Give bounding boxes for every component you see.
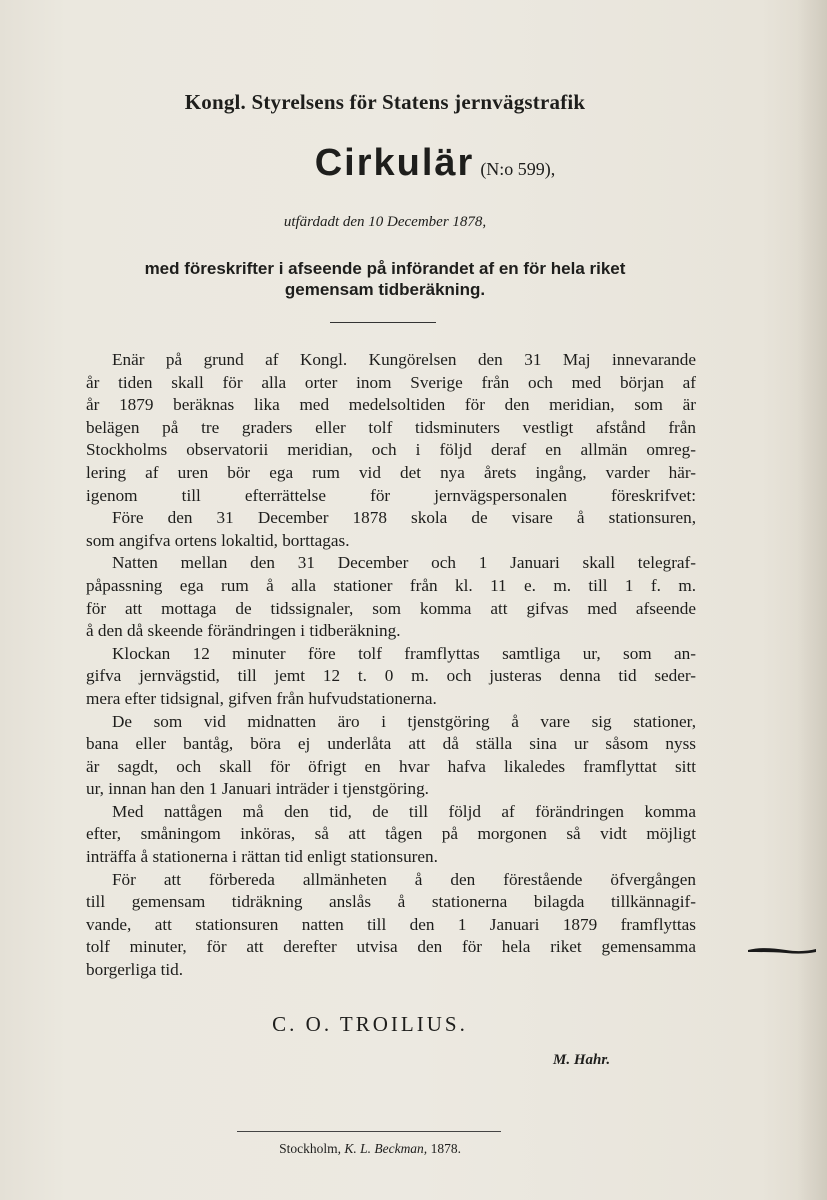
body-line: Stockholms observatorii meridian, och i följd deraf en allmän omreg- (86, 440, 696, 460)
body-line: påpassning ega rum å alla stationer från kl. 11 e. m. till 1 f. m. (86, 575, 696, 595)
issue-date: utfärdadt den 10 December 1878, (283, 214, 487, 230)
circular-number: (N:o 599), (480, 159, 556, 179)
body-line: gifva jernvägstid, till jemt 12 t. 0 m. och justeras denna tid seder- (86, 666, 696, 686)
body-line: för att mottaga de tidssignaler, som komma att gifvas med afseende (86, 598, 696, 618)
body-line: Enär på grund af Kongl. Kungörelsen den 31 Maj innevarande (112, 350, 696, 369)
body-line: mera efter tidsignal, gifven från hufvudstationerna. (86, 688, 437, 708)
separator-rule (330, 322, 436, 323)
printer-imprint (0, 1141, 740, 1157)
body-line: å den då skeende förändringen i tidberäkning. (86, 621, 401, 641)
body-line: borgerliga tid. (86, 960, 184, 980)
body-line: Klockan 12 minuter före tolf framflyttas samtliga ur, som an- (112, 643, 696, 663)
ink-smudge-mark (746, 944, 818, 956)
body-line: lering af uren bör ega rum vid det nya årets ingång, varder här- (86, 462, 696, 482)
imprint-year: 1878. (430, 1141, 461, 1156)
imprint-printer: K. L. Beckman, (344, 1141, 428, 1156)
body-line: till gemensam tidräkning anslås å stationerna bilagda tillkännagif- (86, 892, 696, 912)
subject-line: gemensam tidberäkning. (284, 280, 486, 299)
body-line: vande, att stationsuren natten till den 1 Januari 1879 framflyttas (86, 914, 696, 934)
subject-line: med föreskrifter i afseende på införandet af en för hela riket (144, 259, 626, 278)
issuing-authority: Kongl. Styrelsens för Statens jernvägstrafik (184, 90, 586, 114)
body-line: bana eller bantåg, böra ej underlåta att då ställa sina ur såsom nyss (86, 734, 696, 754)
title-word: Cirkulär (314, 142, 475, 184)
body-line: som angifva ortens lokaltid, borttagas. (86, 530, 350, 550)
signature: C. O. TROILIUS. (272, 1012, 468, 1036)
imprint-rule (237, 1131, 501, 1132)
cosignature: M. Hahr. (553, 1052, 611, 1068)
body-line: igenom till efterrättelse för jernvägspersonalen föreskrifvet: (86, 485, 696, 505)
body-line: efter, småningom inköras, så att tågen på morgonen så vidt möjligt (86, 824, 696, 844)
body-line: Natten mellan den 31 December och 1 Januari skall telegraf- (112, 553, 696, 573)
body-line: är sagdt, och skall för öfrigt en hvar hafva likaledes framflyttat sitt (86, 756, 696, 776)
subject-heading (60, 258, 710, 300)
body-line: belägen på tre graders eller tolf tidsminuters vestligt afstånd från (86, 417, 696, 437)
body-text (86, 349, 696, 982)
body-line: år tiden skall för alla orter inom Sverige från och med början af (86, 372, 696, 392)
body-line: år 1879 beräknas lika med medelsoltiden för den meridian, som är (86, 395, 696, 415)
body-line: De som vid midnatten äro i tjenstgöring å vare sig stationer, (112, 711, 696, 731)
body-line: För att förbereda allmänheten å den förestående öfvergången (112, 869, 696, 889)
body-line: Före den 31 December 1878 skola de visare å stationsuren, (112, 508, 696, 528)
body-line: inträffa å stationerna i rättan tid enligt stationsuren. (86, 847, 438, 867)
body-line: Med nattågen må den tid, de till följd af förändringen komma (112, 801, 696, 821)
body-line: ur, innan han den 1 Januari inträder i tjenstgöring. (86, 779, 429, 799)
imprint-city: Stockholm, (279, 1141, 341, 1156)
body-line: tolf minuter, för att derefter utvisa den för hela riket gemensamma (86, 937, 696, 957)
document-title (0, 142, 827, 185)
